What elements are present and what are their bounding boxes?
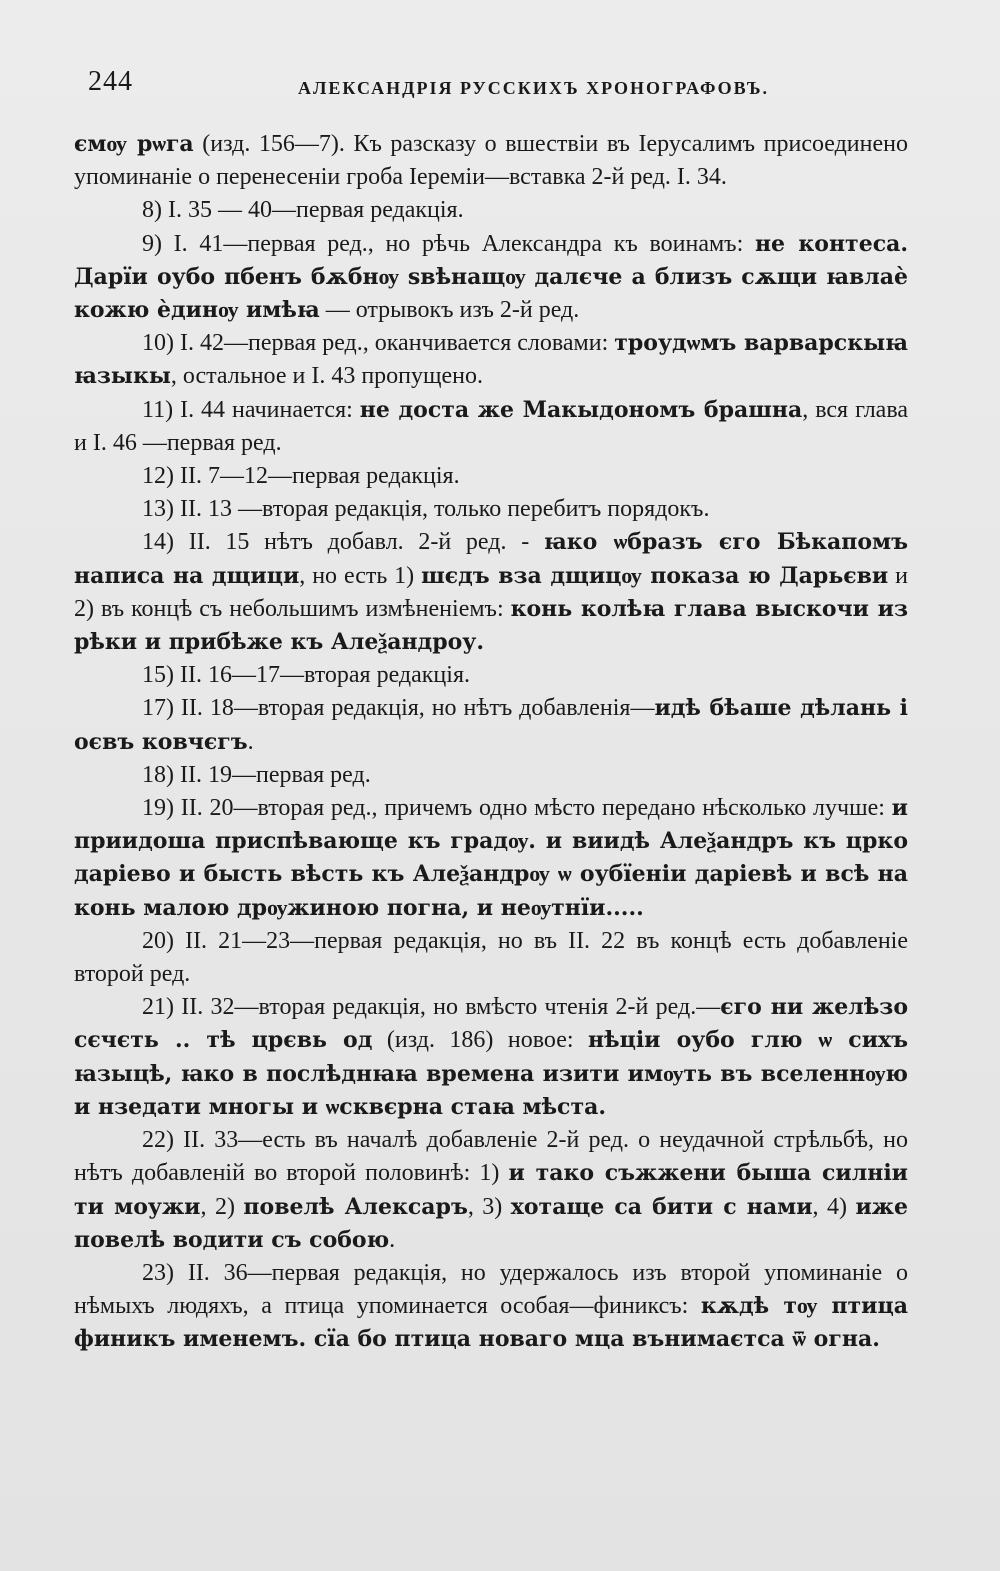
text-run: , 4) <box>812 1193 856 1220</box>
text-run: 13) II. 13 —вторая редакція, только перебитъ порядокъ. <box>142 496 710 523</box>
slavonic-quote: не контеса. Дарїи оубо пбенъ бѫбнѹ ѕвѣнащѹ далєче а близъ сѫщи ꙗвлаѐ кожю ѐдинѹ имѣꙗ <box>74 230 908 324</box>
slavonic-quote: нѣціи оубо глю ѡ сихъ ꙗзыцѣ, ꙗко в послѣднꙗꙗ времена изити имѹть въ вселеннѹю и нзедати многы и ѡсквєрна стаꙗ мѣста. <box>74 1027 908 1120</box>
text-run: 17) II. 18—вторая редакція, но нѣтъ добавленія— <box>142 695 655 722</box>
paragraph-8 <box>74 659 908 692</box>
text-run: , 2) <box>200 1193 244 1220</box>
running-title: АЛЕКСАНДРІЯ РУССКИХЪ ХРОНОГРАФОВЪ. <box>298 78 769 98</box>
text-run: 21) II. 32—вторая редакція, но вмѣсто чтенія 2-й ред.— <box>142 994 721 1021</box>
text-run: . <box>247 728 254 755</box>
text-run: 18) II. 19—первая ред. <box>142 761 371 788</box>
paragraph-11 <box>74 792 908 925</box>
paragraph-15 <box>74 1257 908 1357</box>
slavonic-quote: иже повелѣ водити съ собою <box>74 1193 908 1253</box>
slavonic-quote: троудѡмъ варварскыꙗ ꙗзыкы <box>74 330 908 390</box>
slavonic-quote: ємѹ рѡга <box>74 131 194 157</box>
paragraph-13 <box>74 991 908 1124</box>
paragraph-7 <box>74 526 908 659</box>
slavonic-quote: ꙗко ѡбразъ єго Бѣкапомъ написа на дщици <box>74 529 908 589</box>
body-text <box>74 128 908 1357</box>
paragraph-5 <box>74 460 908 493</box>
slavonic-quote: и приидоша приспѣвающе къ градѹ. и виидѣ Алеѯандръ къ црко даріево и бысть вѣсть къ Алеѯандрѹ ѡ оубїеніи даріевѣ и всѣ на конь малою дрѹжиною погна, и неѹтнїи..... <box>74 795 908 921</box>
slavonic-quote: конь колѣꙗ глава выскочи из рѣки и прибѣже къ Алеѯандроу. <box>74 595 908 656</box>
text-run: . <box>389 1226 396 1253</box>
page-number: 244 <box>88 66 133 97</box>
paragraph-3 <box>74 327 908 393</box>
page-header <box>88 66 908 106</box>
slavonic-quote: єго ни желѣзо сєчєть .. тѣ црєвь од <box>74 994 909 1054</box>
text-run: 15) II. 16—17—вторая редакція. <box>142 662 470 689</box>
paragraph-14 <box>74 1124 908 1257</box>
text-run: (изд. 186) новое: <box>372 1027 588 1054</box>
slavonic-quote: кѫдѣ тѹ птица финикъ именемъ. сїа бо птица новаго мца вънимаєтса ѿ огна. <box>74 1293 908 1353</box>
text-run: 12) II. 7—12—первая редакція. <box>142 463 460 490</box>
paragraph-0 <box>74 128 908 194</box>
paragraph-10 <box>74 759 908 792</box>
text-run: — отрывокъ изъ 2-й ред. <box>319 297 580 324</box>
text-run: 8) I. 35 — 40—первая редакція. <box>142 197 464 224</box>
text-run: , 3) <box>467 1193 511 1220</box>
text-run: 23) II. 36—первая редакція, но удержалось изъ второй упоминаніе о нѣмыхъ людяхъ, а птица упоминается особая—финиксъ: <box>74 1259 908 1320</box>
paragraph-9 <box>74 692 908 758</box>
slavonic-quote: шєдъ вза дщицѹ показа ю Дарьєви <box>421 562 889 589</box>
text-run: 10) I. 42—первая ред., оканчивается словами: <box>142 330 615 357</box>
text-run: 11) I. 44 начинается: <box>142 396 360 423</box>
paragraph-1 <box>74 194 908 227</box>
text-run: 9) I. 41—первая ред., но рѣчь Александра къ воинамъ: <box>142 230 755 257</box>
text-run: , остальное и I. 43 пропущено. <box>170 363 483 390</box>
paragraph-2 <box>74 228 908 328</box>
paragraph-6 <box>74 493 908 526</box>
text-run: 14) II. 15 нѣтъ добавл. 2-й ред. - <box>142 529 544 556</box>
slavonic-quote: не доста же Макыдономъ брашна <box>359 396 803 423</box>
paragraph-4 <box>74 394 908 460</box>
slavonic-quote: хотаще са бити с нами <box>510 1193 813 1220</box>
slavonic-quote: повелѣ Алексаръ <box>243 1193 468 1220</box>
slavonic-quote: идѣ бѣаше дѣлань і оєвъ ковчєгъ <box>74 695 908 755</box>
text-run: 19) II. 20—вторая ред., причемъ одно мѣсто передано нѣсколько лучше: <box>142 795 892 822</box>
text-run: 20) II. 21—23—первая редакція, но въ II. 22 въ концѣ есть добавленіе второй ред. <box>74 927 908 988</box>
paragraph-12 <box>74 925 908 991</box>
text-run: (изд. 156—7). Къ разсказу о вшествіи въ Іерусалимъ присоединено упоминаніе о перенесеніи гроба Іереміи—вставка 2-й ред. I. 34. <box>74 131 908 191</box>
text-run: 22) II. 33—есть въ началѣ добавленіе 2-й ред. о неудачной стрѣльбѣ, но нѣтъ добавленій во второй половинѣ: 1) <box>74 1127 908 1187</box>
slavonic-quote: и тако съжжени быша силніи ти моужи <box>74 1160 908 1220</box>
text-run: , но есть 1) <box>299 562 422 589</box>
text-run: и 2) въ концѣ съ небольшимъ измѣненіемъ: <box>74 562 908 622</box>
text-run: , вся глава и I. 46 —первая ред. <box>74 396 909 456</box>
